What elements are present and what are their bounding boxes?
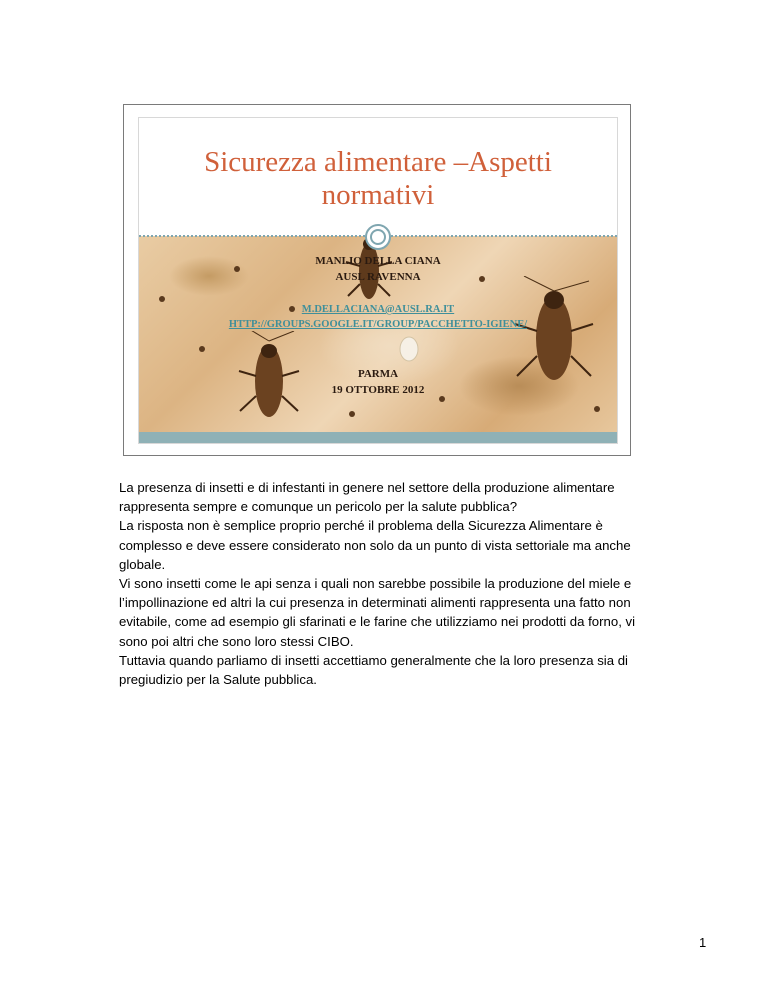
slide-thumbnail (123, 104, 631, 456)
event-city: PARMA (357, 368, 399, 380)
body-text (119, 478, 659, 689)
body-paragraph: La risposta non è semplice proprio perché il problema della Sicurezza Alimentare è complesso e deve essere considerato non solo da un punto di vista settoriale ma anche globale. (119, 518, 631, 572)
slide-title-area (139, 118, 617, 236)
page-number: 1 (699, 935, 707, 950)
larva-image (394, 334, 424, 364)
slide-title (139, 146, 617, 212)
slide (138, 117, 618, 444)
group-url-link[interactable]: HTTP://GROUPS.GOOGLE.IT/GROUP/PACCHETTO-IGIENE/ (228, 319, 528, 330)
slide-bottom-bar (139, 432, 617, 444)
cockroach-cracker-photo (139, 236, 617, 432)
body-paragraph: Tuttavia quando parliamo di insetti accettiamo generalmente che la loro presenza sia di pregiudizio per la Salute pubblica. (119, 652, 628, 688)
organization-name: AUSL RAVENNA (335, 271, 421, 283)
slide-title-line-1: Sicurezza alimentare –Aspetti (204, 146, 552, 178)
author-name: MANLIO DELLA CIANA (315, 255, 441, 267)
circle-ornament-icon (365, 224, 391, 250)
body-paragraph: La presenza di insetti e di infestanti in genere nel settore della produzione alimentare rappresenta sempre e comunque un pericolo per la salute pubblica? (119, 480, 615, 515)
event-date: 19 OTTOBRE 2012 (331, 384, 425, 396)
email-link[interactable]: M.DELLACIANA@AUSL.RA.IT (301, 304, 455, 315)
slide-title-line-2: normativi (321, 179, 435, 211)
body-paragraph: Vi sono insetti come le api senza i quali non sarebbe possibile la produzione del miele e l’impollinazione ed altri la cui presenza in determinati alimenti rappresenta una fatto non evitabile, come ad esempio gli sfarinati e le farine che utilizziamo nei prodotti da forno, vi sono poi altri che sono loro stessi CIBO. (119, 576, 636, 649)
